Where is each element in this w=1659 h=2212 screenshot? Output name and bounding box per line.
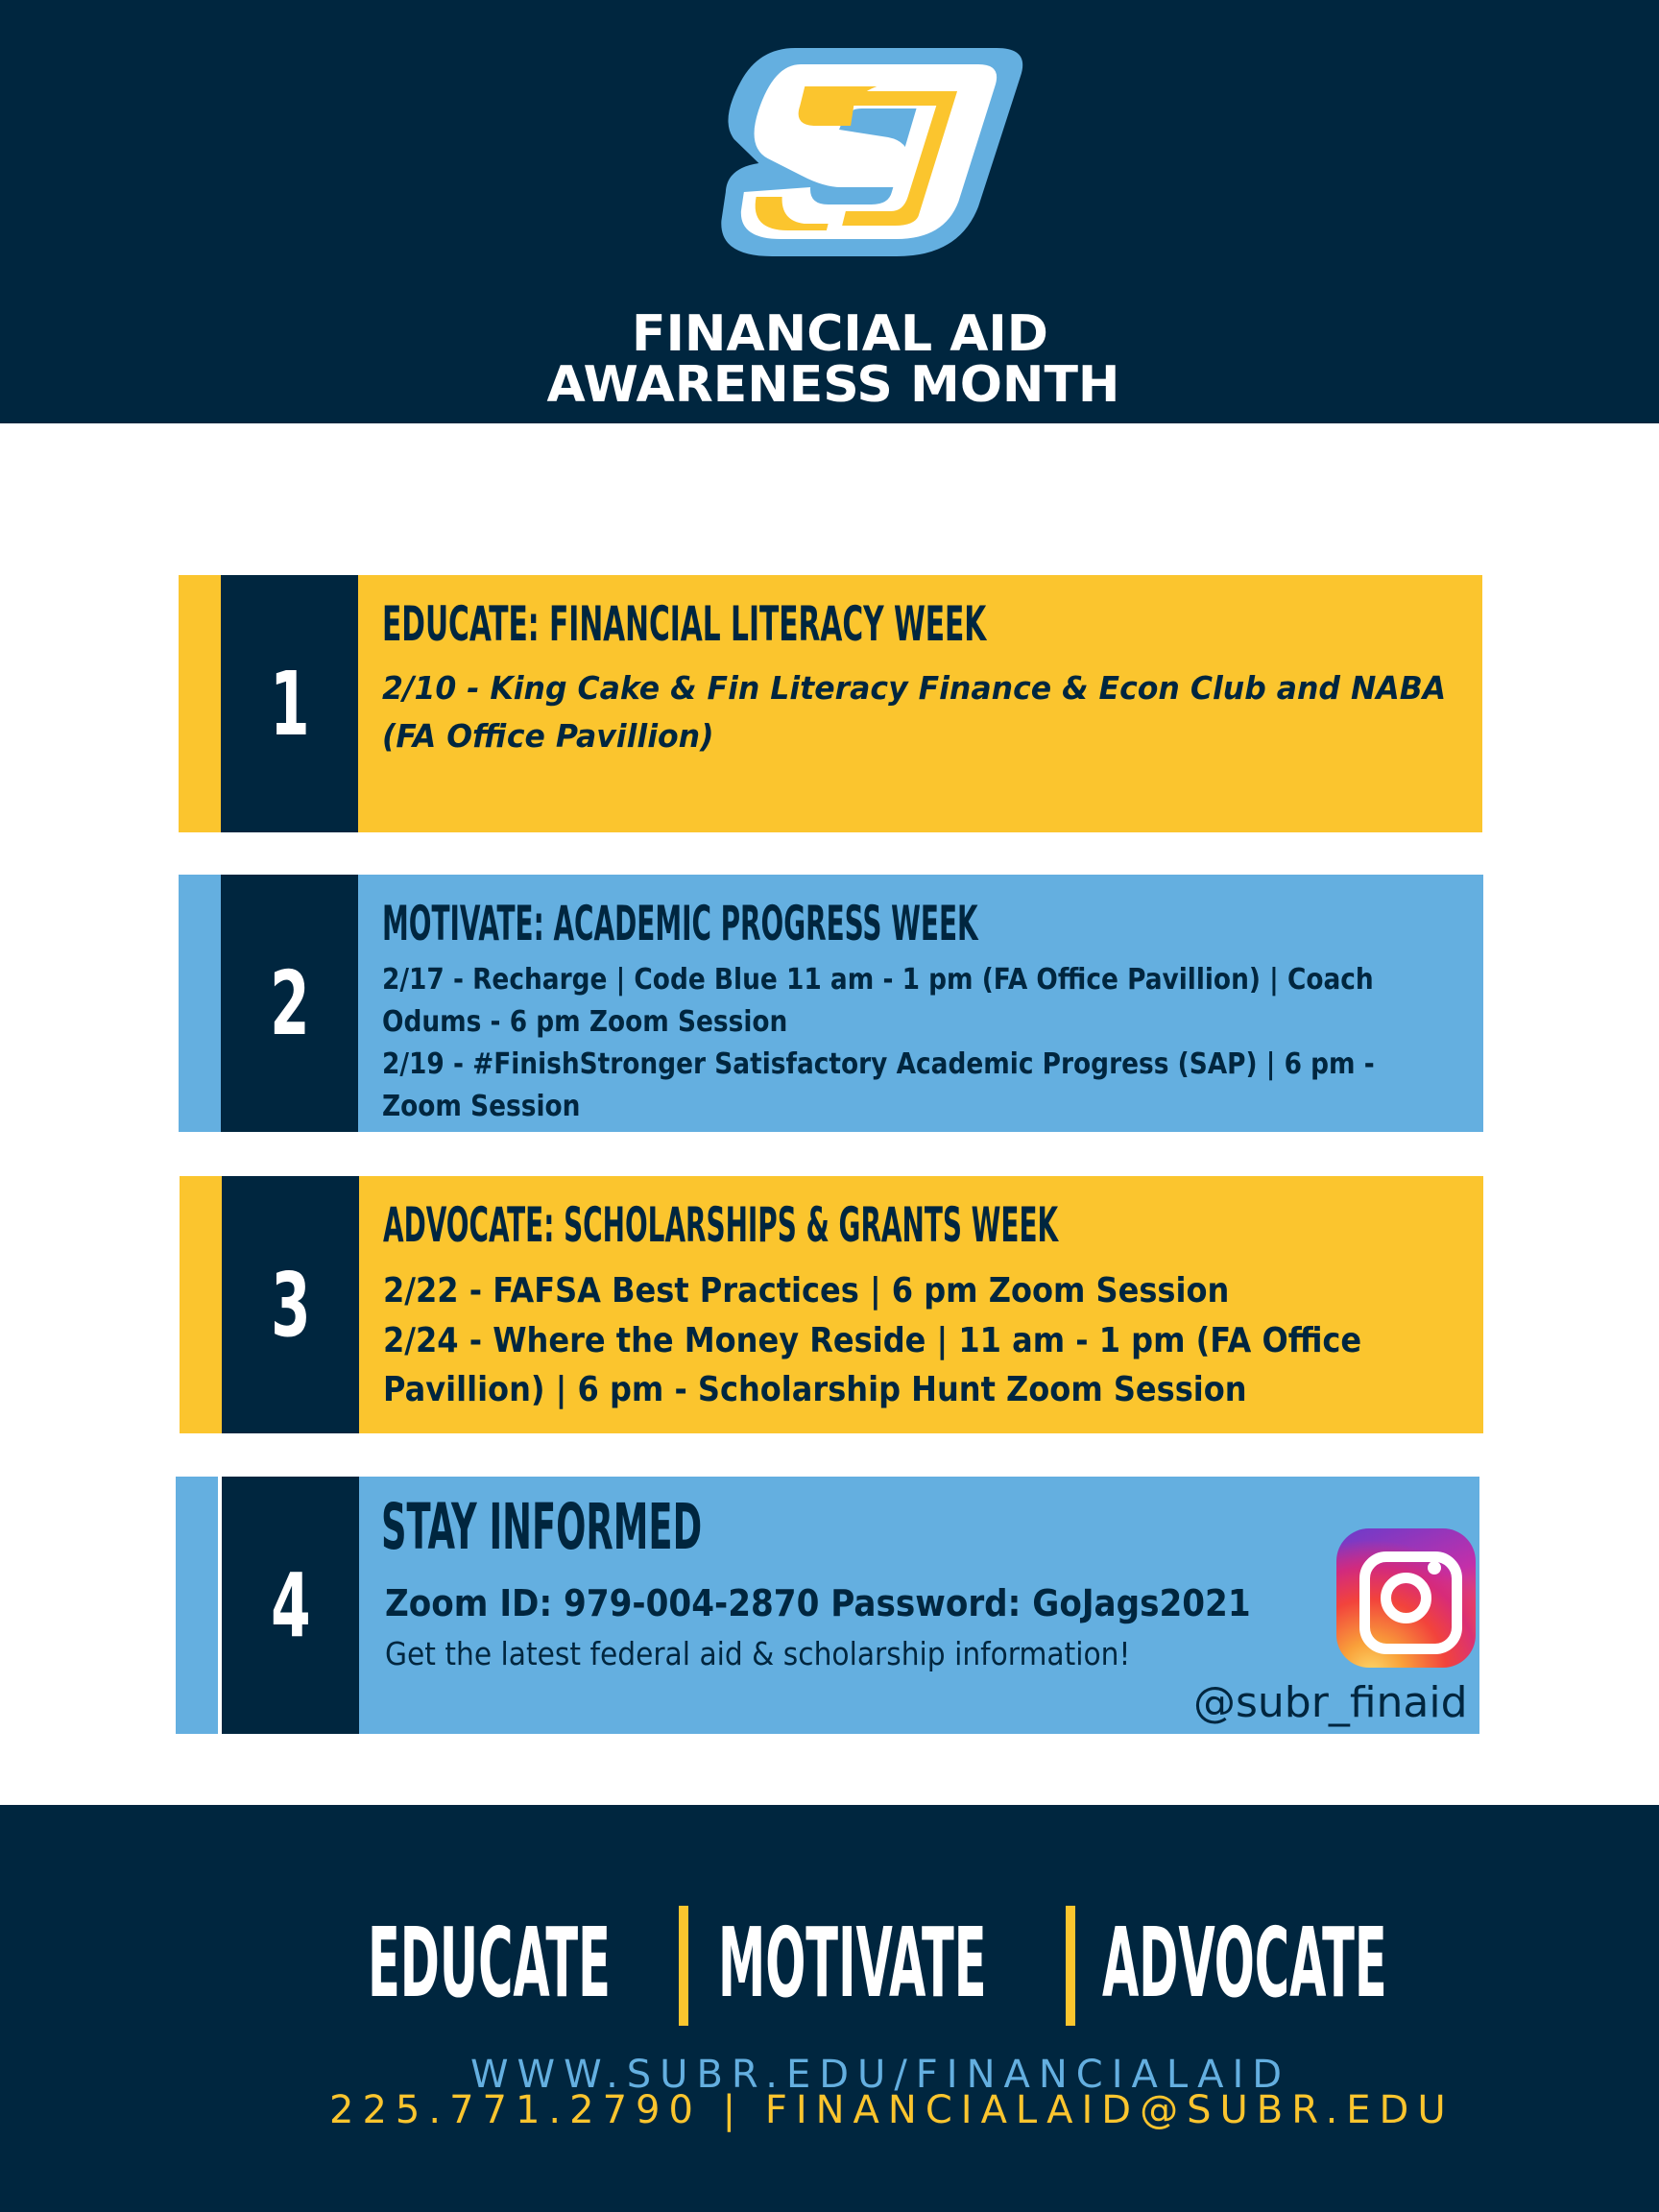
slogan-divider xyxy=(1066,1906,1075,2026)
card-line: 2/10 - King Cake & Fin Literacy Finance & Econ Club and NABA xyxy=(382,669,1447,707)
card-heading: EDUCATE: FINANCIAL LITERACY WEEK xyxy=(382,596,987,652)
slogan-divider xyxy=(679,1906,688,2026)
header-band xyxy=(0,0,1659,423)
card-stripe xyxy=(179,875,221,1132)
slogan-educate: EDUCATE xyxy=(368,1907,611,2019)
card-line: 2/24 - Where the Money Reside | 11 am - 1 pm (FA Office xyxy=(383,1321,1362,1360)
card-line: Pavillion) | 6 pm - Scholarship Hunt Zoom Session xyxy=(383,1370,1247,1409)
card-stripe xyxy=(180,1176,222,1433)
step-number: 3 xyxy=(270,1253,311,1357)
zoom-info: Zoom ID: 979-004-2870 Password: GoJags2021 xyxy=(385,1582,1251,1624)
number-box xyxy=(221,875,358,1132)
card-heading: ADVOCATE: SCHOLARSHIPS & GRANTS WEEK xyxy=(383,1197,1059,1253)
step-number: 2 xyxy=(269,951,310,1055)
number-box xyxy=(222,1176,359,1433)
card-line: (FA Office Pavillion) xyxy=(382,717,714,755)
number-box xyxy=(221,575,358,832)
card-heading: STAY INFORMED xyxy=(381,1490,703,1564)
week-card-2 xyxy=(179,875,1483,1132)
page-title-line2: AWARENESS MONTH xyxy=(546,356,1120,414)
instagram-handle[interactable]: @subr_finaid xyxy=(1193,1678,1468,1727)
card-line: Get the latest federal aid & scholarship information! xyxy=(385,1635,1131,1672)
card-heading: MOTIVATE: ACADEMIC PROGRESS WEEK xyxy=(382,896,978,951)
card-line: Zoom Session xyxy=(382,1090,581,1123)
slogan-advocate: ADVOCATE xyxy=(1102,1907,1387,2019)
contact-info[interactable]: 225.771.2790 | FINANCIALAID@SUBR.EDU xyxy=(329,2088,1455,2132)
week-card-3 xyxy=(180,1176,1483,1433)
card-stripe xyxy=(176,1477,218,1734)
step-number: 4 xyxy=(270,1553,311,1657)
card-line: 2/17 - Recharge | Code Blue 11 am - 1 pm (FA Office Pavillion) | Coach xyxy=(382,963,1374,997)
week-card-1 xyxy=(179,575,1482,832)
su-logo xyxy=(684,34,1068,269)
card-line: 2/19 - #FinishStronger Satisfactory Academic Progress (SAP) | 6 pm - xyxy=(382,1047,1375,1081)
instagram-icon[interactable] xyxy=(1336,1528,1476,1668)
slogan-motivate: MOTIVATE xyxy=(718,1907,987,2019)
card-line: 2/22 - FAFSA Best Practices | 6 pm Zoom Session xyxy=(383,1271,1230,1310)
step-number: 1 xyxy=(269,652,310,756)
number-box xyxy=(222,1477,359,1734)
card-stripe xyxy=(179,575,221,832)
page-title-line1: FINANCIAL AID xyxy=(632,305,1048,363)
website-link[interactable]: WWW.SUBR.EDU/FINANCIALAID xyxy=(470,2053,1291,2097)
card-line: Odums - 6 pm Zoom Session xyxy=(382,1005,788,1039)
